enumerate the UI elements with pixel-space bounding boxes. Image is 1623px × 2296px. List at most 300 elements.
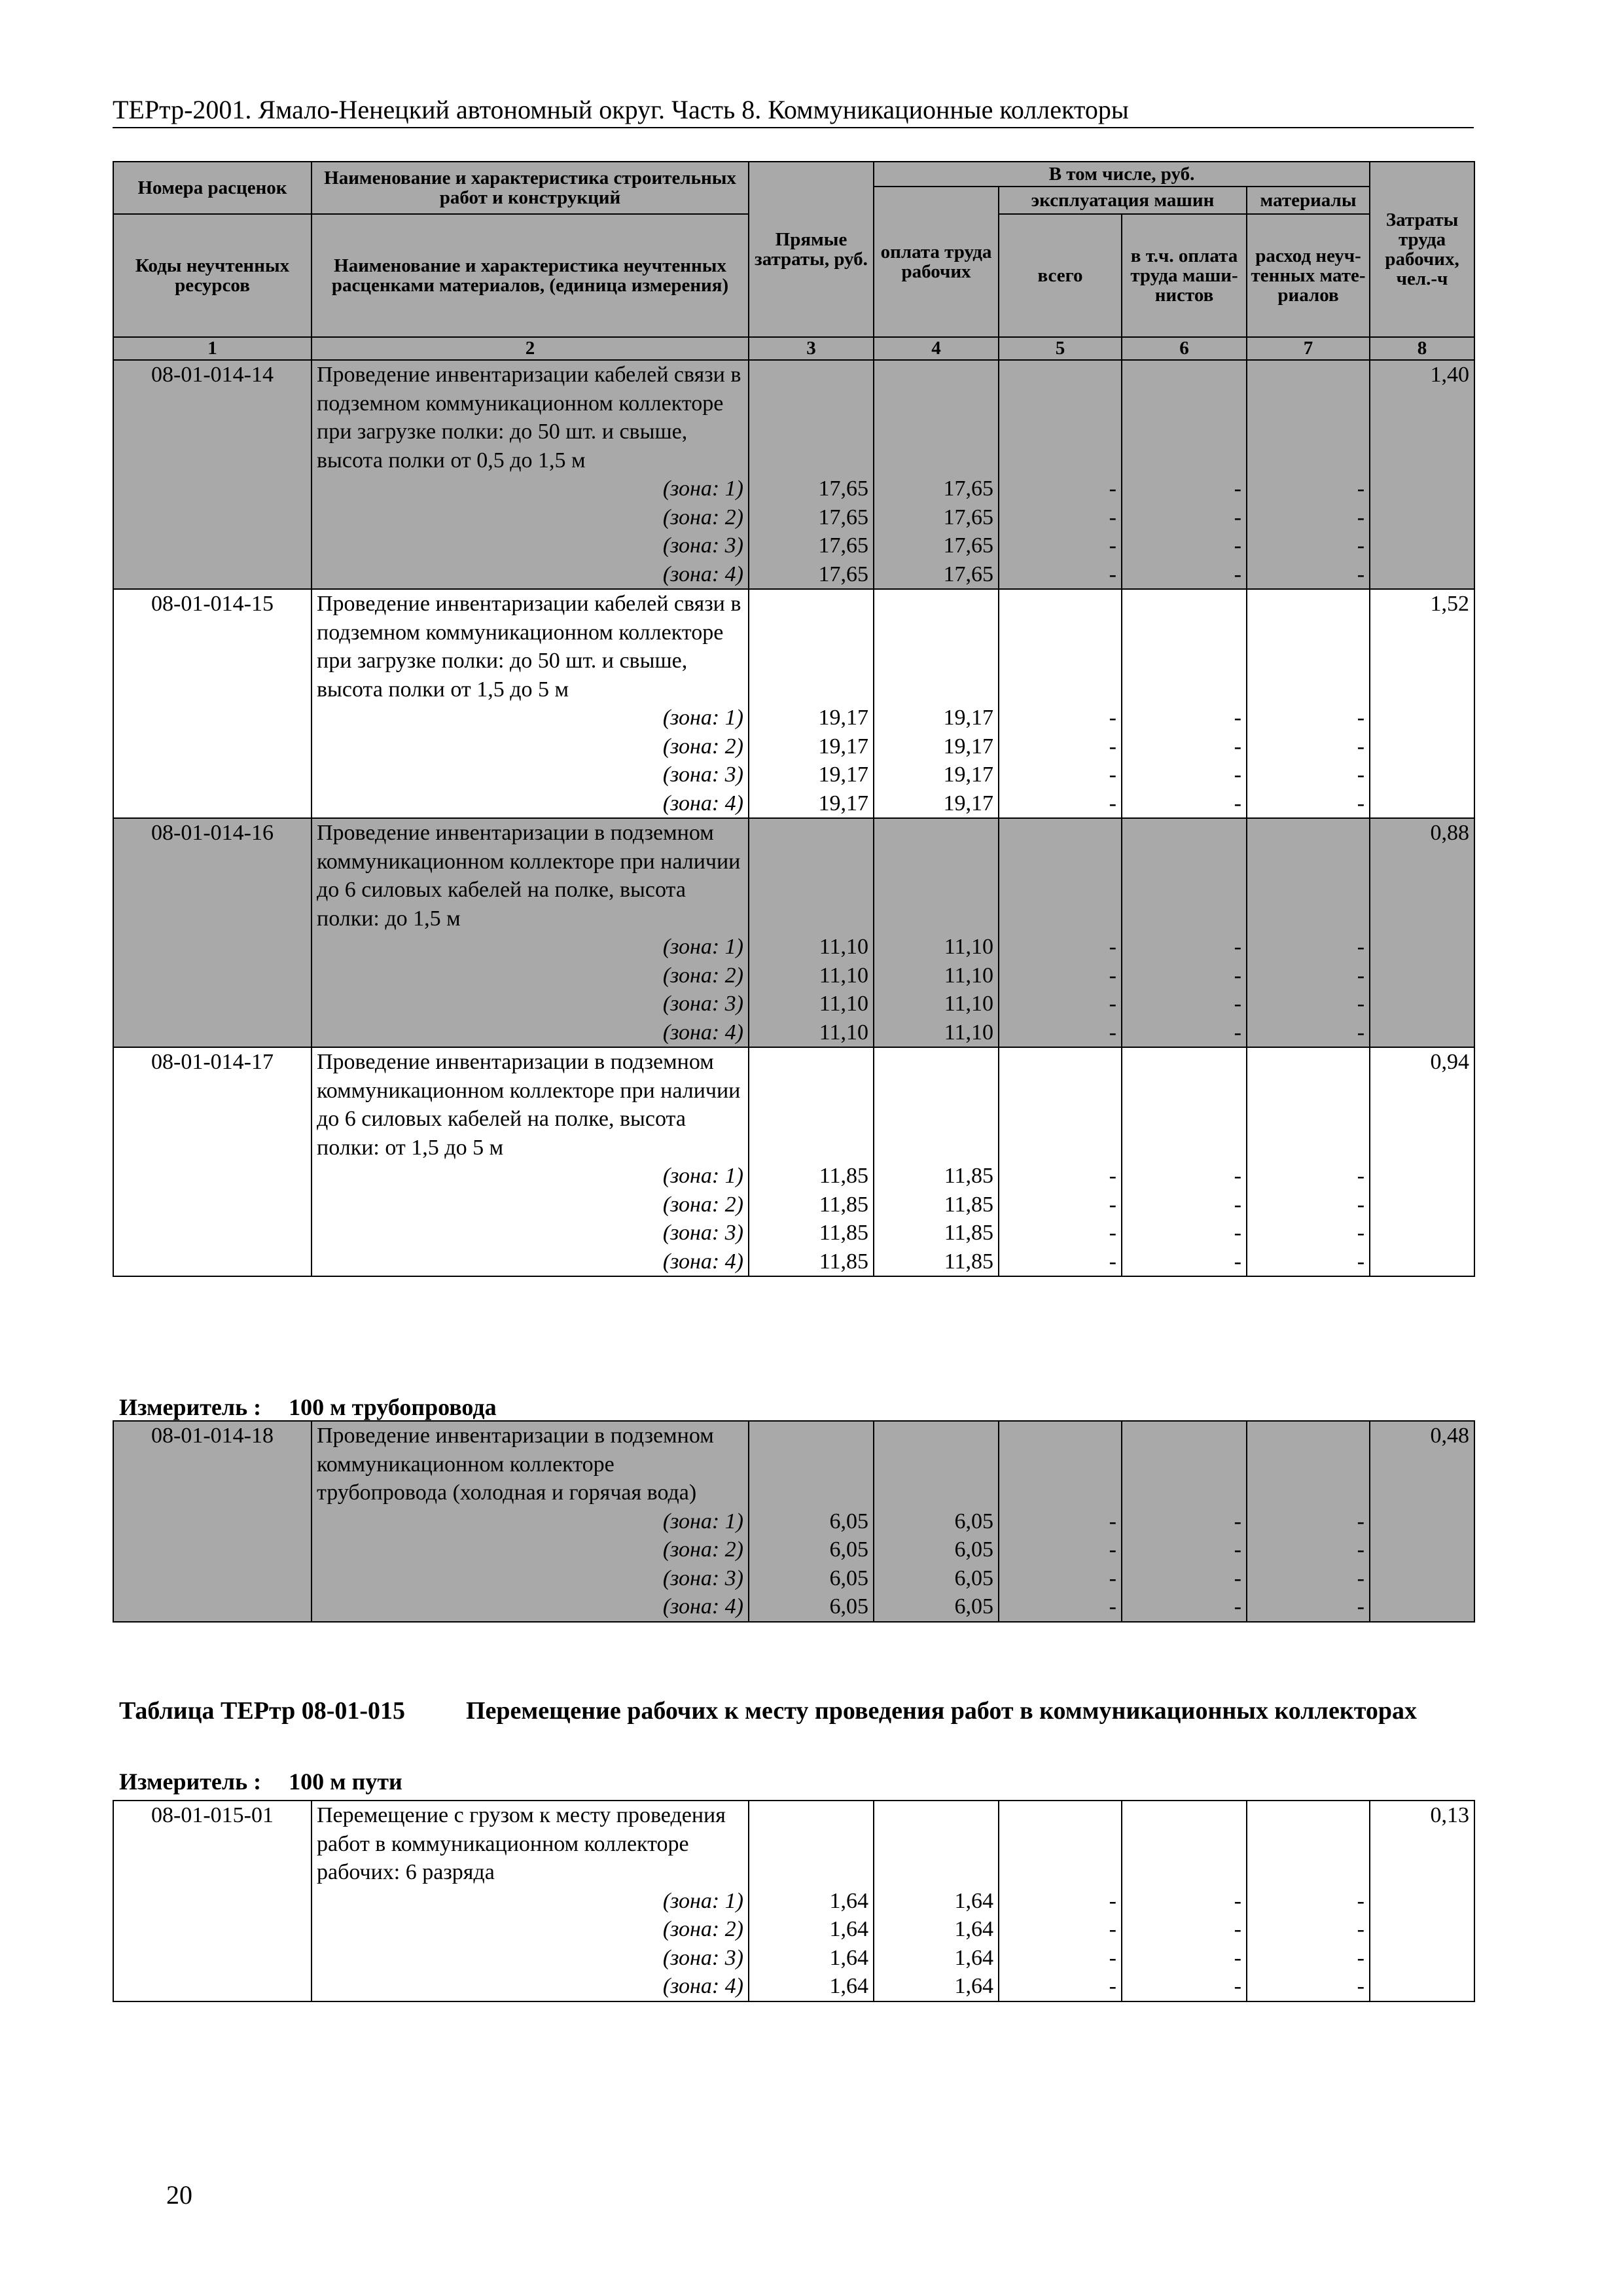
empty-cell (1247, 818, 1370, 933)
empty-cell (113, 503, 312, 532)
operator-wages-value: - (1122, 1219, 1247, 1247)
empty-cell (749, 360, 874, 475)
materials-value: - (1247, 933, 1370, 961)
zone-label: (зона: 4) (312, 1247, 749, 1277)
empty-cell (1370, 1507, 1474, 1536)
machines-total-value: - (999, 789, 1122, 819)
materials-value: - (1247, 1535, 1370, 1564)
zone-label: (зона: 4) (312, 560, 749, 590)
column-number: 2 (312, 337, 749, 360)
empty-cell (113, 1592, 312, 1622)
column-number: 3 (749, 337, 874, 360)
direct-costs-value: 17,65 (749, 475, 874, 503)
direct-costs-value: 6,05 (749, 1535, 874, 1564)
zone-label: (зона: 1) (312, 1887, 749, 1916)
direct-costs-value: 11,10 (749, 1018, 874, 1048)
empty-cell (113, 1018, 312, 1048)
empty-cell (113, 1191, 312, 1219)
empty-cell (1370, 1592, 1474, 1622)
machines-total-value: - (999, 531, 1122, 560)
operator-wages-value: - (1122, 1191, 1247, 1219)
labor-costs-value: 0,13 (1370, 1801, 1474, 1887)
machines-total-value: - (999, 933, 1122, 961)
meter-label: Измеритель : (119, 1768, 262, 1795)
empty-cell (113, 990, 312, 1018)
header-work-name: Наименование и характеристика строительных работ и конструкций (312, 162, 749, 214)
empty-cell (999, 360, 1122, 475)
labor-costs-value: 0,88 (1370, 818, 1474, 933)
header-machines: эксплуатация машин (999, 187, 1247, 214)
header-rate-numbers: Номера расценок (113, 162, 312, 214)
zone-label: (зона: 3) (312, 1219, 749, 1247)
zone-row (113, 1247, 1474, 1277)
zone-row (113, 560, 1474, 590)
direct-costs-value: 11,10 (749, 933, 874, 961)
direct-costs-value: 1,64 (749, 1972, 874, 2001)
machines-total-value: - (999, 1915, 1122, 1944)
empty-cell (1370, 1162, 1474, 1191)
column-number: 6 (1122, 337, 1247, 360)
wages-value: 17,65 (874, 475, 999, 503)
rate-code: 08-01-015-01 (113, 1801, 312, 1887)
meter-label: Измеритель : (119, 1394, 262, 1420)
machines-total-value: - (999, 503, 1122, 532)
rate-title-row (113, 818, 1474, 933)
machines-total-value: - (999, 1507, 1122, 1536)
zone-label: (зона: 3) (312, 990, 749, 1018)
page-number: 20 (166, 2180, 192, 2210)
meter-line (119, 1770, 402, 1793)
rates-table-2 (113, 1800, 1475, 2002)
empty-cell (1370, 1944, 1474, 1973)
empty-cell (1370, 961, 1474, 990)
empty-cell (1247, 1047, 1370, 1162)
direct-costs-value: 1,64 (749, 1915, 874, 1944)
materials-value: - (1247, 1507, 1370, 1536)
rate-code: 08-01-014-18 (113, 1421, 312, 1507)
zone-label: (зона: 1) (312, 1507, 749, 1536)
operator-wages-value: - (1122, 503, 1247, 532)
direct-costs-value: 19,17 (749, 732, 874, 761)
operator-wages-value: - (1122, 1247, 1247, 1277)
direct-costs-value: 11,85 (749, 1219, 874, 1247)
empty-cell (1247, 1801, 1370, 1887)
empty-cell (113, 1887, 312, 1916)
empty-cell (113, 560, 312, 590)
meter-value: 100 м пути (289, 1768, 402, 1795)
rate-title-row (113, 1421, 1474, 1507)
operator-wages-value: - (1122, 961, 1247, 990)
direct-costs-value: 17,65 (749, 503, 874, 532)
empty-cell (113, 531, 312, 560)
empty-cell (874, 360, 999, 475)
zone-row (113, 1972, 1474, 2001)
machines-total-value: - (999, 560, 1122, 590)
zone-row (113, 1915, 1474, 1944)
zone-row (113, 732, 1474, 761)
zone-row (113, 789, 1474, 819)
empty-cell (113, 732, 312, 761)
empty-cell (1370, 1191, 1474, 1219)
header-including: В том числе, руб. (874, 162, 1370, 187)
zone-label: (зона: 4) (312, 1018, 749, 1048)
materials-value: - (1247, 732, 1370, 761)
wages-value: 19,17 (874, 704, 999, 732)
header-materials: материалы (1247, 187, 1370, 214)
empty-cell (113, 961, 312, 990)
direct-costs-value: 17,65 (749, 531, 874, 560)
rate-08-01-014-17 (113, 1047, 1474, 1276)
operator-wages-value: - (1122, 789, 1247, 819)
empty-cell (1247, 589, 1370, 704)
empty-cell (113, 1219, 312, 1247)
empty-cell (113, 475, 312, 503)
materials-value: - (1247, 1592, 1370, 1622)
direct-costs-value: 6,05 (749, 1507, 874, 1536)
column-number: 5 (999, 337, 1122, 360)
zone-row (113, 704, 1474, 732)
empty-cell (113, 789, 312, 819)
zone-label: (зона: 1) (312, 475, 749, 503)
direct-costs-value: 11,10 (749, 961, 874, 990)
empty-cell (113, 1915, 312, 1944)
rate-08-01-014-15 (113, 589, 1474, 818)
machines-total-value: - (999, 761, 1122, 789)
wages-value: 11,85 (874, 1191, 999, 1219)
column-numbers-row (113, 337, 1474, 360)
materials-value: - (1247, 1972, 1370, 2001)
wages-value: 11,10 (874, 1018, 999, 1048)
direct-costs-value: 1,64 (749, 1887, 874, 1916)
materials-value: - (1247, 503, 1370, 532)
zone-label: (зона: 3) (312, 1944, 749, 1973)
zone-row (113, 1018, 1474, 1048)
wages-value: 11,10 (874, 961, 999, 990)
header-material-name: Наименование и характеристика неучтенных расценками материалов, (единица измерения) (312, 214, 749, 337)
wages-value: 1,64 (874, 1944, 999, 1973)
empty-cell (1370, 1535, 1474, 1564)
zone-label: (зона: 4) (312, 1592, 749, 1622)
operator-wages-value: - (1122, 1592, 1247, 1622)
empty-cell (999, 589, 1122, 704)
materials-value: - (1247, 1887, 1370, 1916)
materials-value: - (1247, 961, 1370, 990)
zone-label: (зона: 3) (312, 531, 749, 560)
empty-cell (113, 933, 312, 961)
operator-wages-value: - (1122, 1972, 1247, 2001)
rate-code: 08-01-014-15 (113, 589, 312, 704)
rate-08-01-014-14 (113, 360, 1474, 589)
empty-cell (749, 589, 874, 704)
zone-label: (зона: 1) (312, 933, 749, 961)
operator-wages-value: - (1122, 1507, 1247, 1536)
machines-total-value: - (999, 1944, 1122, 1973)
direct-costs-value: 1,64 (749, 1944, 874, 1973)
materials-value: - (1247, 761, 1370, 789)
zone-row (113, 1162, 1474, 1191)
zone-label: (зона: 2) (312, 503, 749, 532)
materials-value: - (1247, 1162, 1370, 1191)
machines-total-value: - (999, 961, 1122, 990)
empty-cell (113, 761, 312, 789)
machines-total-value: - (999, 475, 1122, 503)
empty-cell (1370, 933, 1474, 961)
empty-cell (749, 818, 874, 933)
empty-cell (113, 1507, 312, 1536)
zone-label: (зона: 3) (312, 761, 749, 789)
empty-cell (874, 1801, 999, 1887)
machines-total-value: - (999, 990, 1122, 1018)
operator-wages-value: - (1122, 560, 1247, 590)
wages-value: 11,10 (874, 933, 999, 961)
zone-row (113, 1592, 1474, 1622)
empty-cell (999, 1801, 1122, 1887)
meter-line (119, 1395, 497, 1419)
zone-row (113, 1887, 1474, 1916)
rate-code: 08-01-014-16 (113, 818, 312, 933)
operator-wages-value: - (1122, 1535, 1247, 1564)
rate-description: Проведение инвентаризации в подземном коммуникационном коллекторе трубопровода (холодная и горячая вода) (312, 1421, 749, 1507)
header-machines-total: всего (999, 214, 1122, 337)
zone-row (113, 1507, 1474, 1536)
materials-value: - (1247, 475, 1370, 503)
materials-value: - (1247, 1944, 1370, 1973)
materials-value: - (1247, 1564, 1370, 1593)
operator-wages-value: - (1122, 704, 1247, 732)
empty-cell (1370, 531, 1474, 560)
zone-row (113, 961, 1474, 990)
empty-cell (874, 589, 999, 704)
table-heading (119, 1696, 1469, 1725)
wages-value: 17,65 (874, 560, 999, 590)
operator-wages-value: - (1122, 732, 1247, 761)
zone-label: (зона: 1) (312, 704, 749, 732)
zone-row (113, 990, 1474, 1018)
materials-value: - (1247, 1191, 1370, 1219)
machines-total-value: - (999, 1162, 1122, 1191)
empty-cell (113, 1162, 312, 1191)
machines-total-value: - (999, 704, 1122, 732)
operator-wages-value: - (1122, 1887, 1247, 1916)
empty-cell (749, 1801, 874, 1887)
labor-costs-value: 0,94 (1370, 1047, 1474, 1162)
operator-wages-value: - (1122, 475, 1247, 503)
direct-costs-value: 17,65 (749, 560, 874, 590)
zone-row (113, 503, 1474, 532)
empty-cell (1370, 1564, 1474, 1593)
table-title: Перемещение рабочих к месту проведения работ в коммуникационных коллекторах (466, 1697, 1417, 1725)
machines-total-value: - (999, 1018, 1122, 1048)
empty-cell (1370, 1915, 1474, 1944)
rate-description: Проведение инвентаризации кабелей связи в подземном коммуникационном коллекторе при загрузке полки: до 50 шт. и свыше, высота полки от 1,5 до 5 м (312, 589, 749, 704)
empty-cell (1370, 761, 1474, 789)
zone-label: (зона: 2) (312, 1915, 749, 1944)
rate-description: Проведение инвентаризации в подземном коммуникационном коллекторе при наличии до 6 силовых кабелей на полке, высота полки: от 1,5 до 5 м (312, 1047, 749, 1162)
direct-costs-value: 6,05 (749, 1592, 874, 1622)
empty-cell (113, 1564, 312, 1593)
zone-label: (зона: 2) (312, 1191, 749, 1219)
empty-cell (113, 1535, 312, 1564)
zone-label: (зона: 3) (312, 1564, 749, 1593)
empty-cell (1370, 990, 1474, 1018)
empty-cell (874, 818, 999, 933)
zone-label: (зона: 2) (312, 732, 749, 761)
direct-costs-value: 11,85 (749, 1247, 874, 1277)
materials-value: - (1247, 531, 1370, 560)
direct-costs-value: 11,85 (749, 1162, 874, 1191)
wages-value: 6,05 (874, 1592, 999, 1622)
zone-row (113, 1191, 1474, 1219)
wages-value: 17,65 (874, 503, 999, 532)
machines-total-value: - (999, 1191, 1122, 1219)
materials-value: - (1247, 704, 1370, 732)
header-resource-codes: Коды неучтенных ресурсов (113, 214, 312, 337)
empty-cell (1122, 589, 1247, 704)
rate-title-row (113, 589, 1474, 704)
labor-costs-value: 1,40 (1370, 360, 1474, 475)
machines-total-value: - (999, 1219, 1122, 1247)
empty-cell (999, 818, 1122, 933)
header-operator-wages: в т.ч. оплата труда маши-нистов (1122, 214, 1247, 337)
rate-title-row (113, 1047, 1474, 1162)
zone-row (113, 761, 1474, 789)
machines-total-value: - (999, 732, 1122, 761)
column-number: 4 (874, 337, 999, 360)
zone-row (113, 1944, 1474, 1973)
column-number: 8 (1370, 337, 1474, 360)
machines-total-value: - (999, 1972, 1122, 2001)
rate-code: 08-01-014-17 (113, 1047, 312, 1162)
empty-cell (113, 1944, 312, 1973)
wages-value: 6,05 (874, 1564, 999, 1593)
rate-08-01-015-01 (113, 1801, 1474, 2001)
empty-cell (1122, 1421, 1247, 1507)
wages-value: 19,17 (874, 761, 999, 789)
operator-wages-value: - (1122, 1162, 1247, 1191)
rate-title-row (113, 360, 1474, 475)
empty-cell (874, 1047, 999, 1162)
wages-value: 11,10 (874, 990, 999, 1018)
zone-label: (зона: 4) (312, 1972, 749, 2001)
header-material-consumption: расход неуч-тенных мате-риалов (1247, 214, 1370, 337)
empty-cell (1247, 360, 1370, 475)
wages-value: 17,65 (874, 531, 999, 560)
machines-total-value: - (999, 1247, 1122, 1277)
empty-cell (1370, 475, 1474, 503)
direct-costs-value: 11,85 (749, 1191, 874, 1219)
empty-cell (113, 704, 312, 732)
empty-cell (1122, 818, 1247, 933)
empty-cell (1370, 1247, 1474, 1277)
materials-value: - (1247, 1219, 1370, 1247)
labor-costs-value: 1,52 (1370, 589, 1474, 704)
direct-costs-value: 11,10 (749, 990, 874, 1018)
empty-cell (874, 1421, 999, 1507)
column-number: 1 (113, 337, 312, 360)
rate-08-01-014-18 (113, 1421, 1474, 1622)
rate-description: Перемещение с грузом к месту проведения работ в коммуникационном коллекторе рабочих: 6 разряда (312, 1801, 749, 1887)
operator-wages-value: - (1122, 933, 1247, 961)
wages-value: 6,05 (874, 1535, 999, 1564)
rate-description: Проведение инвентаризации в подземном коммуникационном коллекторе при наличии до 6 силовых кабелей на полке, высота полки: до 1,5 м (312, 818, 749, 933)
zone-row (113, 1564, 1474, 1593)
direct-costs-value: 19,17 (749, 704, 874, 732)
materials-value: - (1247, 789, 1370, 819)
materials-value: - (1247, 560, 1370, 590)
labor-costs-value: 0,48 (1370, 1421, 1474, 1507)
rates-table-continued (113, 1420, 1475, 1623)
table-header (113, 162, 1474, 360)
empty-cell (1370, 1887, 1474, 1916)
zone-row (113, 531, 1474, 560)
zone-label: (зона: 4) (312, 789, 749, 819)
machines-total-value: - (999, 1887, 1122, 1916)
zone-label: (зона: 1) (312, 1162, 749, 1191)
machines-total-value: - (999, 1564, 1122, 1593)
empty-cell (1370, 1219, 1474, 1247)
wages-value: 1,64 (874, 1915, 999, 1944)
empty-cell (1247, 1421, 1370, 1507)
header-wages: оплата труда рабочих (874, 187, 999, 337)
materials-value: - (1247, 990, 1370, 1018)
wages-value: 6,05 (874, 1507, 999, 1536)
empty-cell (999, 1047, 1122, 1162)
operator-wages-value: - (1122, 1018, 1247, 1048)
header-direct-costs: Прямые затраты, руб. (749, 162, 874, 337)
rate-code: 08-01-014-14 (113, 360, 312, 475)
rate-description: Проведение инвентаризации кабелей связи в подземном коммуникационном коллекторе при загрузке полки: до 50 шт. и свыше, высота полки от 0,5 до 1,5 м (312, 360, 749, 475)
direct-costs-value: 19,17 (749, 789, 874, 819)
materials-value: - (1247, 1247, 1370, 1277)
meter-value: 100 м трубопровода (289, 1394, 497, 1420)
zone-row (113, 1219, 1474, 1247)
machines-total-value: - (999, 1535, 1122, 1564)
empty-cell (1370, 1972, 1474, 2001)
empty-cell (113, 1972, 312, 2001)
running-header: ТЕРтр-2001. Ямало-Ненецкий автономный округ. Часть 8. Коммуникационные коллекторы (113, 97, 1474, 128)
empty-cell (1370, 1018, 1474, 1048)
zone-label: (зона: 2) (312, 1535, 749, 1564)
direct-costs-value: 6,05 (749, 1564, 874, 1593)
wages-value: 1,64 (874, 1887, 999, 1916)
empty-cell (1370, 789, 1474, 819)
empty-cell (1370, 704, 1474, 732)
rate-08-01-014-16 (113, 818, 1474, 1047)
wages-value: 1,64 (874, 1972, 999, 2001)
operator-wages-value: - (1122, 990, 1247, 1018)
empty-cell (749, 1047, 874, 1162)
empty-cell (1122, 1047, 1247, 1162)
header-labor-costs: Затраты труда рабочих, чел.-ч (1370, 162, 1474, 337)
table-number: Таблица ТЕРтр 08-01-015 (119, 1697, 406, 1725)
direct-costs-value: 19,17 (749, 761, 874, 789)
operator-wages-value: - (1122, 1944, 1247, 1973)
empty-cell (113, 1247, 312, 1277)
empty-cell (1122, 360, 1247, 475)
empty-cell (999, 1421, 1122, 1507)
column-number: 7 (1247, 337, 1370, 360)
wages-value: 19,17 (874, 732, 999, 761)
rate-title-row (113, 1801, 1474, 1887)
materials-value: - (1247, 1915, 1370, 1944)
operator-wages-value: - (1122, 1564, 1247, 1593)
zone-label: (зона: 2) (312, 961, 749, 990)
zone-row (113, 475, 1474, 503)
empty-cell (749, 1421, 874, 1507)
operator-wages-value: - (1122, 531, 1247, 560)
empty-cell (1370, 732, 1474, 761)
zone-row (113, 933, 1474, 961)
